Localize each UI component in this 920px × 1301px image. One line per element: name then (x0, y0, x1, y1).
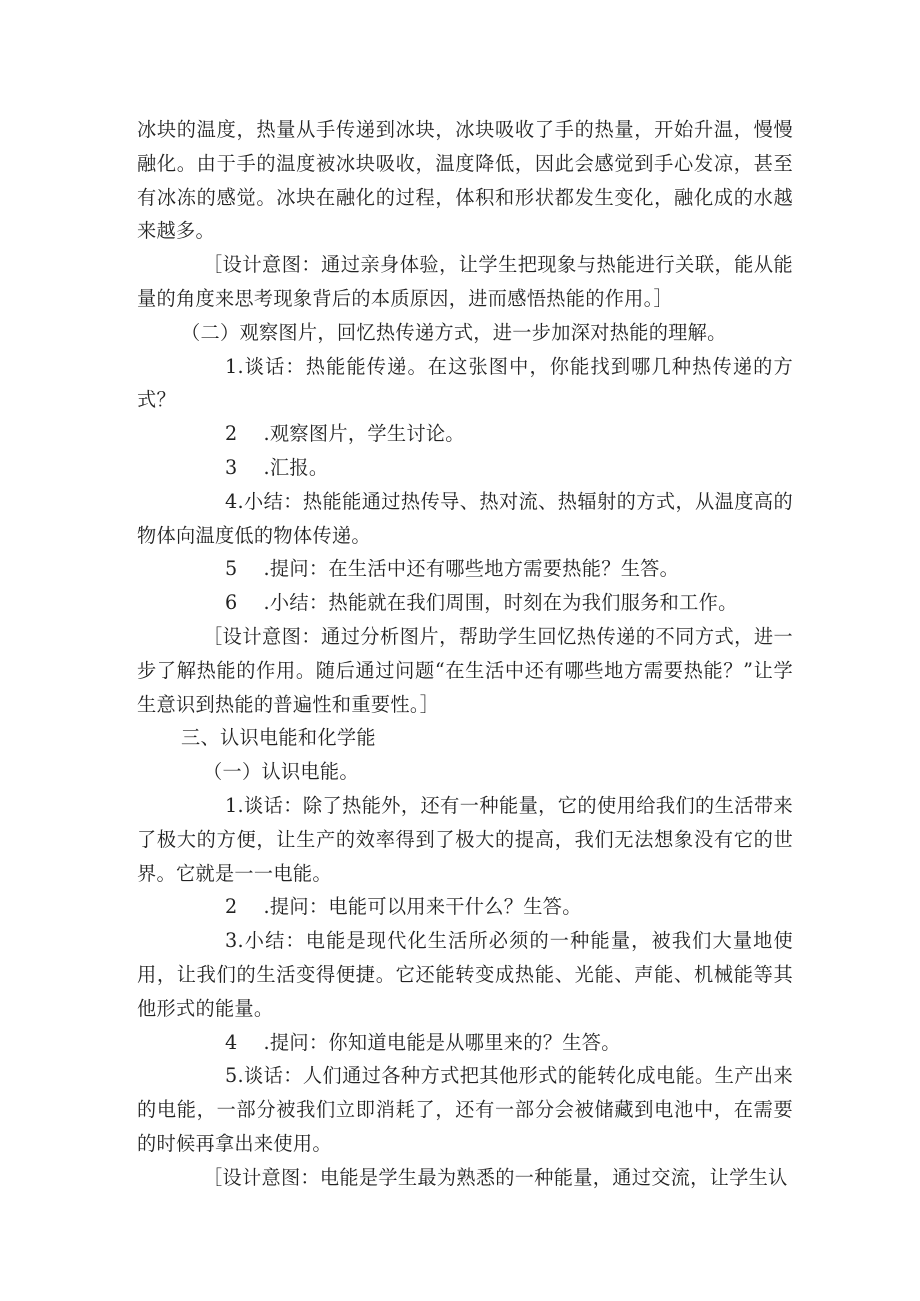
paragraph-text: 冰块的温度，热量从手传递到冰块，冰块吸收了手的热量，开始升温，慢慢融化。由于手的温度被冰块吸收，温度降低，因此会感觉到手心发凉，甚至有冰冻的感觉。冰块在融化的过程，体积和形状都发生变化，融化成的水越来越多。 (137, 118, 793, 243)
list-number: 2 (225, 895, 238, 919)
list-number: 3 (225, 455, 238, 479)
design-intent-note (137, 248, 793, 316)
list-number: 4 (225, 489, 238, 513)
list-item-3 (137, 451, 793, 485)
paragraph-text: .小结：热能就在我们周围，时刻在为我们服务和工作。 (263, 591, 738, 615)
paragraph-text: .汇报。 (263, 455, 329, 479)
list-item-3 (137, 924, 793, 1025)
list-number: 2 (225, 422, 238, 446)
subsection-heading (137, 755, 793, 789)
list-number: 3 (225, 929, 238, 953)
paragraph-text: .小结：电能是现代化生活所必须的一种能量，被我们大量地使用，让我们的生活变得便捷。它还能转变成热能、光能、声能、机械能等其他形式的能量。 (137, 929, 793, 1020)
list-item-6 (137, 586, 793, 620)
list-number: 6 (225, 591, 238, 615)
design-intent-note (137, 1161, 793, 1195)
list-item-2 (137, 417, 793, 451)
paragraph-text: 三、认识电能和化学能 (181, 726, 376, 750)
list-number: 4 (225, 1030, 238, 1054)
paragraph-text: （二）观察图片，回忆热传递方式，进一步加深对热能的理解。 (181, 320, 727, 344)
paragraph-text: ［设计意图：通过分析图片，帮助学生回忆热传递的不同方式，进一步了解热能的作用。随后通过问题“在生活中还有哪些地方需要热能？”让学生意识到热能的普遍性和重要性。］ (137, 624, 793, 716)
list-number: 1 (225, 793, 238, 817)
list-item-5 (137, 552, 793, 586)
list-item-1 (137, 350, 793, 418)
list-number: 5 (225, 557, 238, 581)
design-intent-note (137, 620, 793, 721)
paragraph-text: ［设计意图：通过亲身体验，让学生把现象与热能进行关联，能从能量的角度来思考现象背后的本质原因，进而感悟热能的作用。］ (137, 253, 793, 310)
list-item-1 (137, 789, 793, 890)
list-item-2 (137, 890, 793, 924)
paragraph-text: （一）认识电能。 (203, 760, 359, 784)
paragraph-text: .提问：电能可以用来干什么？生答。 (263, 895, 582, 919)
paragraph-text: ［设计意图：电能是学生最为熟悉的一种能量，通过交流，让学生认 (203, 1165, 788, 1189)
paragraph-text: .谈话：热能能传递。在这张图中，你能找到哪几种热传递的方式？ (137, 354, 793, 412)
paragraph-text: .观察图片，学生讨论。 (263, 422, 465, 446)
list-item-4 (137, 1026, 793, 1060)
list-item-4 (137, 485, 793, 553)
paragraph-text: .提问：在生活中还有哪些地方需要热能？生答。 (263, 557, 680, 581)
paragraph-ice-melting (137, 113, 793, 248)
document-body (137, 113, 793, 1195)
paragraph-text: .小结：热能能通过热传导、热对流、热辐射的方式，从温度高的物体向温度低的物体传递。 (137, 489, 793, 547)
section-heading-2 (137, 316, 793, 350)
list-number: 5 (225, 1064, 238, 1088)
list-number: 1 (225, 354, 238, 378)
list-item-5 (137, 1059, 793, 1160)
paragraph-text: .谈话：人们通过各种方式把其他形式的能转化成电能。生产出来的电能，一部分被我们立即消耗了，还有一部分会被储藏到电池中，在需要的时候再拿出来使用。 (137, 1064, 793, 1155)
paragraph-text: .提问：你知道电能是从哪里来的？生答。 (263, 1030, 621, 1054)
paragraph-text: .谈话：除了热能外，还有一种能量，它的使用给我们的生活带来了极大的方便，让生产的效率得到了极大的提高，我们无法想象没有它的世界。它就是一一电能。 (137, 793, 793, 885)
section-heading-3 (137, 721, 793, 755)
